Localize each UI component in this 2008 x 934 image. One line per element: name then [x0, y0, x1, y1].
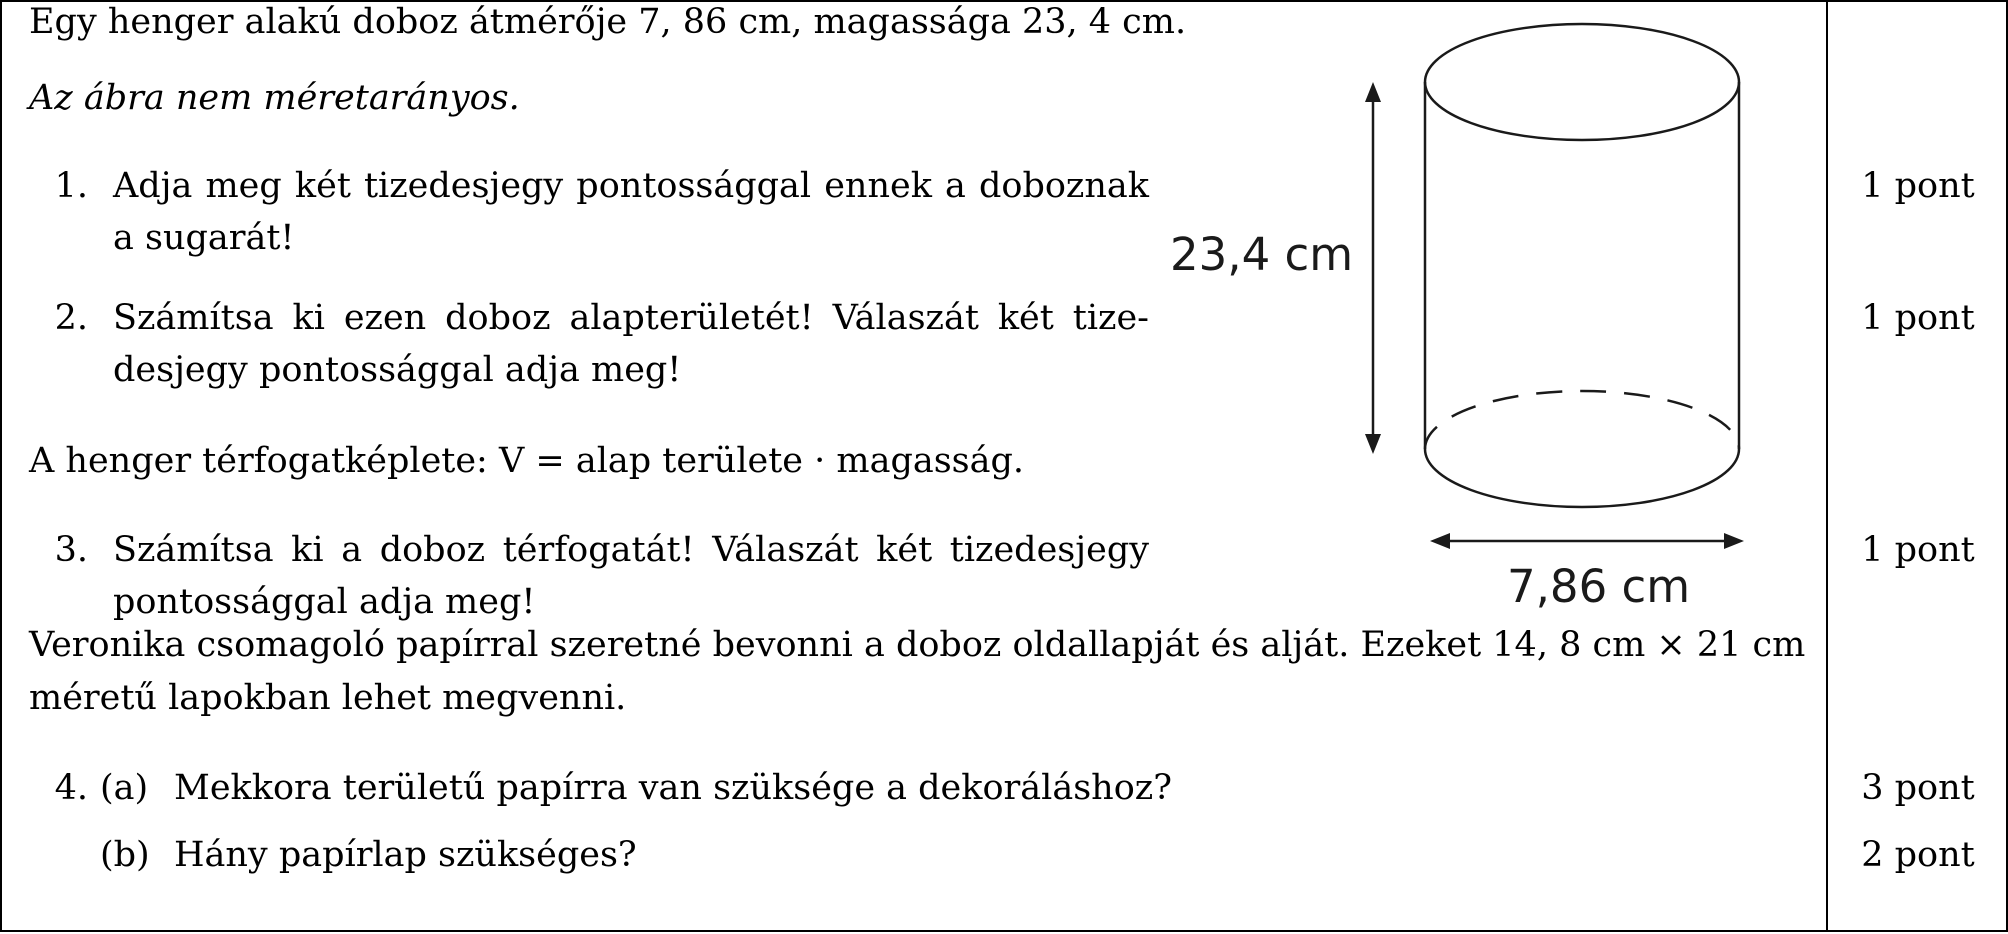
diameter-arrow — [1430, 533, 1744, 549]
task-1-number: 1. — [54, 166, 88, 206]
veronika-line-1: Veronika csomagoló papírral szeretné bevonni a doboz oldallapját és alját. Ezeket 14, 8 cm × 21 cm — [29, 625, 1806, 665]
task-3-line-1: Számítsa ki a doboz térfogatát! Válaszát két tizedesjegy — [113, 530, 1149, 570]
task-4a-label: (a) — [100, 768, 149, 808]
cylinder-top-ellipse — [1425, 24, 1739, 140]
task-3-line-2: pontossággal adja meg! — [113, 582, 536, 622]
task-2-points: 1 pont — [1861, 298, 1975, 338]
diameter-label: 7,86 cm — [1507, 560, 1691, 613]
task-4a-text: Mekkora területű papírra van szüksége a dekoráláshoz? — [174, 768, 1172, 808]
task-3-number: 3. — [54, 530, 88, 570]
volume-formula: A henger térfogatképlete: V = alap területe · magasság. — [29, 441, 1025, 481]
task-4-number: 4. — [54, 768, 88, 808]
task-1-line-1: Adja meg két tizedesjegy pontossággal ennek a doboznak — [113, 166, 1149, 206]
task-4b-text: Hány papírlap szükséges? — [174, 835, 637, 875]
task-2-line-1: Számítsa ki ezen doboz alapterületét! Válaszát két tize- — [113, 298, 1149, 338]
height-label: 23,4 cm — [1170, 228, 1354, 281]
veronika-line-2: méretű lapokban lehet megvenni. — [29, 678, 627, 718]
task-4a-points: 3 pont — [1861, 768, 1975, 808]
intro-text: Egy henger alakú doboz átmérője 7, 86 cm, magassága 23, 4 cm. — [29, 2, 1187, 42]
figure-note: Az ábra nem méretarányos. — [29, 78, 520, 118]
task-2-line-2: desjegy pontossággal adja meg! — [113, 350, 682, 390]
task-4b-points: 2 pont — [1861, 835, 1975, 875]
cylinder-bottom-back-arc — [1425, 391, 1739, 449]
cylinder-bottom-front-arc — [1425, 449, 1739, 507]
task-3-points: 1 pont — [1861, 530, 1975, 570]
task-1-points: 1 pont — [1861, 166, 1975, 206]
height-arrow — [1365, 82, 1381, 454]
task-2-number: 2. — [54, 298, 88, 338]
task-4b-label: (b) — [100, 835, 150, 875]
cylinder-figure — [2, 2, 2008, 934]
task-1-line-2: a sugarát! — [113, 218, 295, 258]
